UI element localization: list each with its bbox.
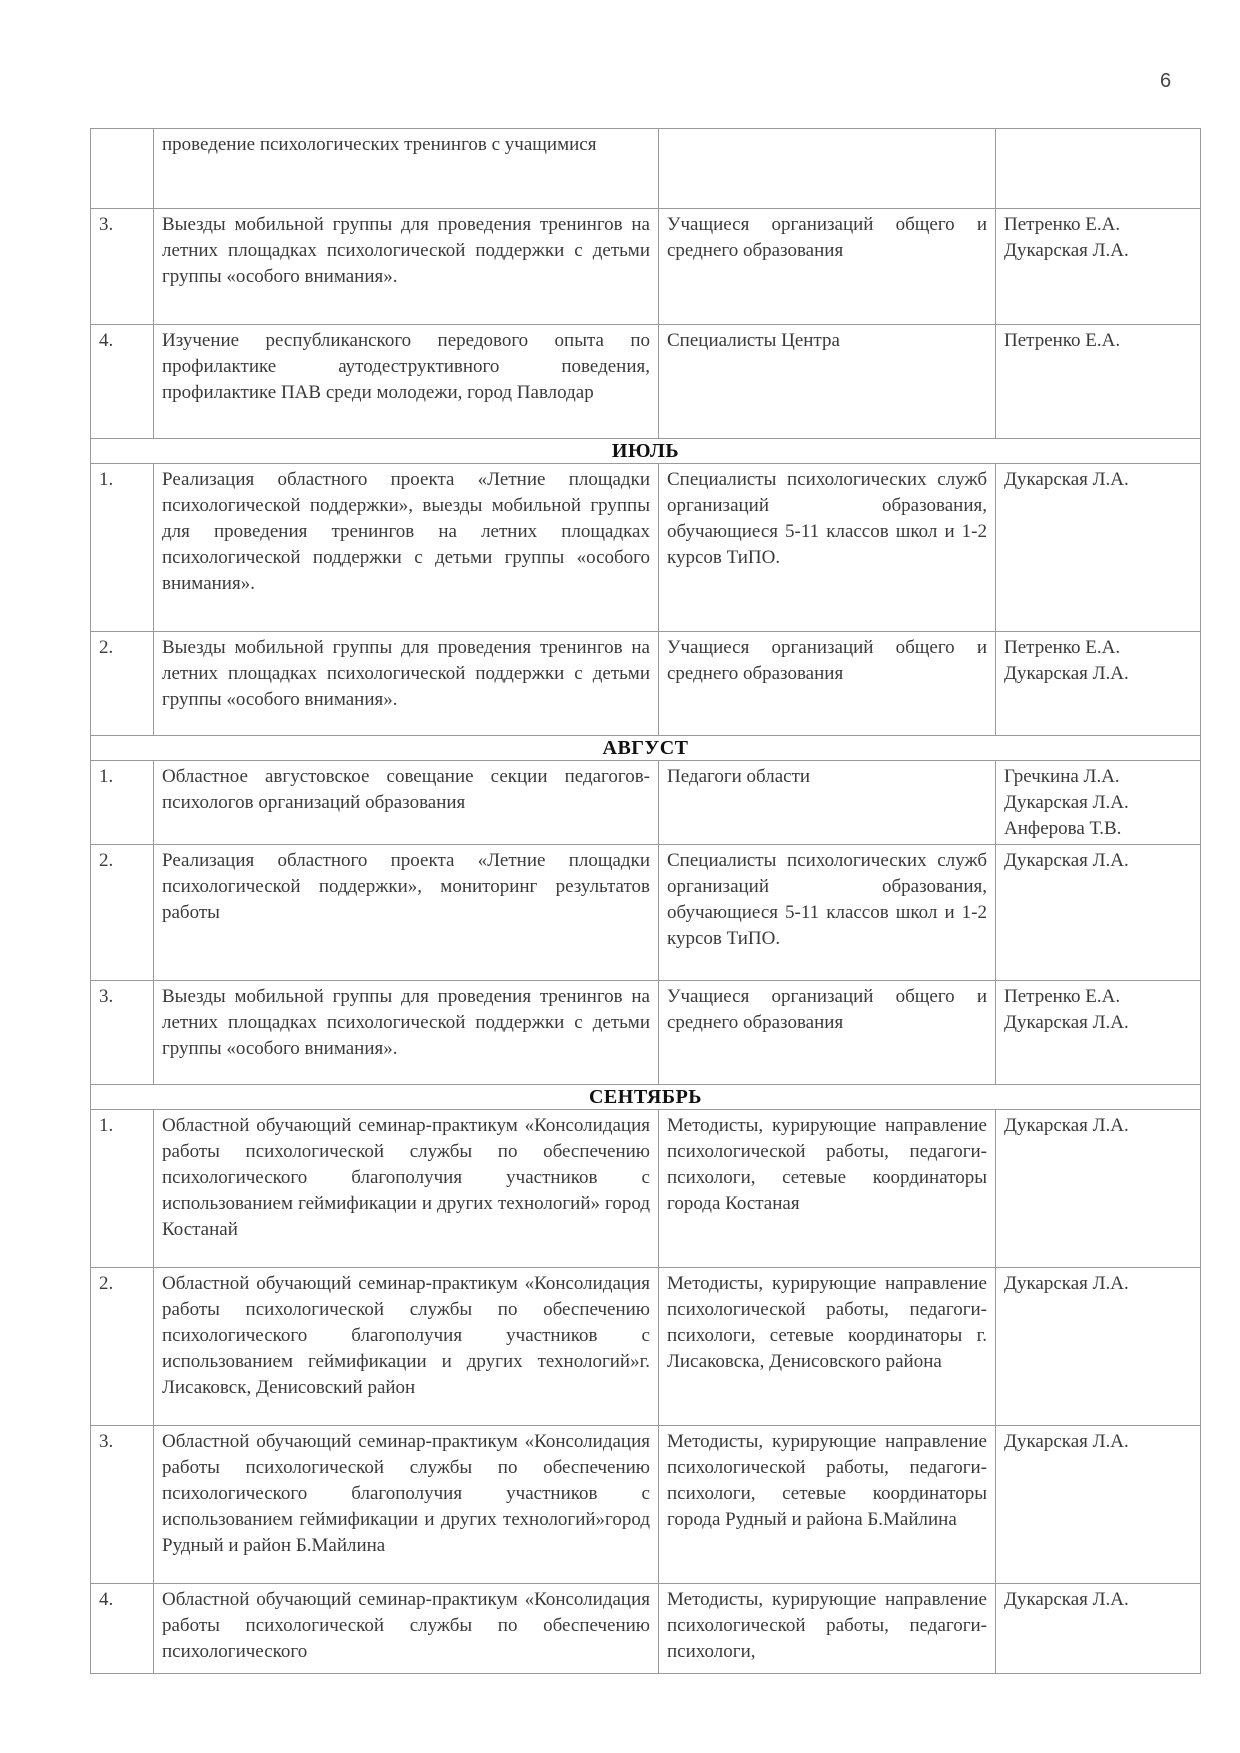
participants-cell: Методисты, курирующие направление психологической работы, педагоги-психологи, <box>659 1584 996 1674</box>
responsible-person: Дукарская Л.А. <box>1004 469 1129 490</box>
responsible-person: Дукарская Л.А. <box>1004 663 1129 684</box>
table-row <box>91 129 1201 209</box>
row-number: 4. <box>91 1584 154 1674</box>
responsible-cell <box>996 1426 1201 1584</box>
page-number: 6 <box>1160 70 1172 92</box>
responsible-person: Дукарская Л.А. <box>1004 1012 1129 1033</box>
plan-table <box>90 128 1201 1674</box>
participants-cell: Учащиеся организаций общего и среднего образования <box>659 209 996 325</box>
row-number: 1. <box>91 761 154 845</box>
event-cell: Изучение республиканского передового опыта по профилактике аутодеструктивного поведения, профилактике ПАВ среди молодежи, город Павлодар <box>154 325 659 439</box>
responsible-person: Дукарская Л.А. <box>1004 1589 1129 1610</box>
responsible-person: Петренко Е.А. <box>1004 214 1121 235</box>
responsible-person: Петренко Е.А. <box>1004 637 1121 658</box>
table-row <box>91 325 1201 439</box>
participants-cell: Методисты, курирующие направление психологической работы, педагоги-психологи, сетевые координаторы города Рудный и района Б.Майлина <box>659 1426 996 1584</box>
row-number: 3. <box>91 981 154 1085</box>
row-number: 2. <box>91 845 154 981</box>
table-row <box>91 981 1201 1085</box>
table-row <box>91 1110 1201 1268</box>
table-row <box>91 1268 1201 1426</box>
responsible-cell <box>996 632 1201 736</box>
responsible-cell <box>996 464 1201 632</box>
responsible-person: Дукарская Л.А. <box>1004 1115 1129 1136</box>
responsible-cell <box>996 129 1201 209</box>
event-cell: Областной обучающий семинар-практикум «Консолидация работы психологической службы по обеспечению психологического благополучия участников с использованием геймификации и других технологий» город Костанай <box>154 1110 659 1268</box>
month-header: ИЮЛЬ <box>91 439 1201 464</box>
event-cell: Областной обучающий семинар-практикум «Консолидация работы психологической службы по обеспечению психологического благополучия участников с использованием геймификации и других технологий»город Рудный и район Б.Майлина <box>154 1426 659 1584</box>
responsible-cell <box>996 1110 1201 1268</box>
row-number: 3. <box>91 1426 154 1584</box>
plan-table-body <box>91 129 1201 1674</box>
responsible-person: Анферова Т.В. <box>1004 818 1122 839</box>
month-header: АВГУСТ <box>91 736 1201 761</box>
table-row <box>91 761 1201 845</box>
row-number: 2. <box>91 1268 154 1426</box>
responsible-person: Петренко Е.А. <box>1004 330 1121 351</box>
responsible-person: Дукарская Л.А. <box>1004 850 1129 871</box>
event-cell: Выезды мобильной группы для проведения тренингов на летних площадках психологической поддержки с детьми группы «особого внимания». <box>154 981 659 1085</box>
row-number: 1. <box>91 464 154 632</box>
month-header-row <box>91 1085 1201 1110</box>
responsible-person: Дукарская Л.А. <box>1004 240 1129 261</box>
responsible-person: Дукарская Л.А. <box>1004 792 1129 813</box>
responsible-person: Петренко Е.А. <box>1004 986 1121 1007</box>
participants-cell: Методисты, курирующие направление психологической работы, педагоги-психологи, сетевые координаторы города Костаная <box>659 1110 996 1268</box>
row-number: 3. <box>91 209 154 325</box>
responsible-person: Дукарская Л.А. <box>1004 1431 1129 1452</box>
participants-cell: Специалисты Центра <box>659 325 996 439</box>
participants-cell: Учащиеся организаций общего и среднего образования <box>659 632 996 736</box>
month-header-row <box>91 736 1201 761</box>
responsible-cell <box>996 1584 1201 1674</box>
responsible-person: Дукарская Л.А. <box>1004 1273 1129 1294</box>
event-cell: Реализация областного проекта «Летние площадки психологической поддержки», мониторинг результатов работы <box>154 845 659 981</box>
responsible-cell <box>996 325 1201 439</box>
table-row <box>91 632 1201 736</box>
event-cell: Реализация областного проекта «Летние площадки психологической поддержки», выезды мобильной группы для проведения тренингов на летних площадках психологической поддержки с детьми группы «особого внимания». <box>154 464 659 632</box>
responsible-cell <box>996 1268 1201 1426</box>
responsible-cell <box>996 209 1201 325</box>
table-row <box>91 209 1201 325</box>
participants-cell <box>659 129 996 209</box>
event-cell: проведение психологических тренингов с учащимися <box>154 129 659 209</box>
table-row <box>91 464 1201 632</box>
participants-cell: Специалисты психологических служб организаций образования, обучающиеся 5-11 классов школ и 1-2 курсов ТиПО. <box>659 845 996 981</box>
participants-cell: Педагоги области <box>659 761 996 845</box>
event-cell: Выезды мобильной группы для проведения тренингов на летних площадках психологической поддержки с детьми группы «особого внимания». <box>154 632 659 736</box>
row-number: 4. <box>91 325 154 439</box>
table-row <box>91 1426 1201 1584</box>
row-number: 2. <box>91 632 154 736</box>
responsible-cell <box>996 845 1201 981</box>
participants-cell: Учащиеся организаций общего и среднего образования <box>659 981 996 1085</box>
table-row <box>91 845 1201 981</box>
participants-cell: Методисты, курирующие направление психологической работы, педагоги-психологи, сетевые координаторы г. Лисаковска, Денисовского района <box>659 1268 996 1426</box>
row-number <box>91 129 154 209</box>
participants-cell: Специалисты психологических служб организаций образования, обучающиеся 5-11 классов школ и 1-2 курсов ТиПО. <box>659 464 996 632</box>
table-row <box>91 1584 1201 1674</box>
event-cell: Выезды мобильной группы для проведения тренингов на летних площадках психологической поддержки с детьми группы «особого внимания». <box>154 209 659 325</box>
responsible-person: Гречкина Л.А. <box>1004 766 1120 787</box>
row-number: 1. <box>91 1110 154 1268</box>
event-cell: Областной обучающий семинар-практикум «Консолидация работы психологической службы по обеспечению психологического благополучия участников с использованием геймификации и других технологий»г. Лисаковск, Денисовский район <box>154 1268 659 1426</box>
month-header-row <box>91 439 1201 464</box>
event-cell: Областной обучающий семинар-практикум «Консолидация работы психологической службы по обеспечению психологического <box>154 1584 659 1674</box>
responsible-cell <box>996 761 1201 845</box>
event-cell: Областное августовское совещание секции педагогов-психологов организаций образования <box>154 761 659 845</box>
month-header: СЕНТЯБРЬ <box>91 1085 1201 1110</box>
responsible-cell <box>996 981 1201 1085</box>
